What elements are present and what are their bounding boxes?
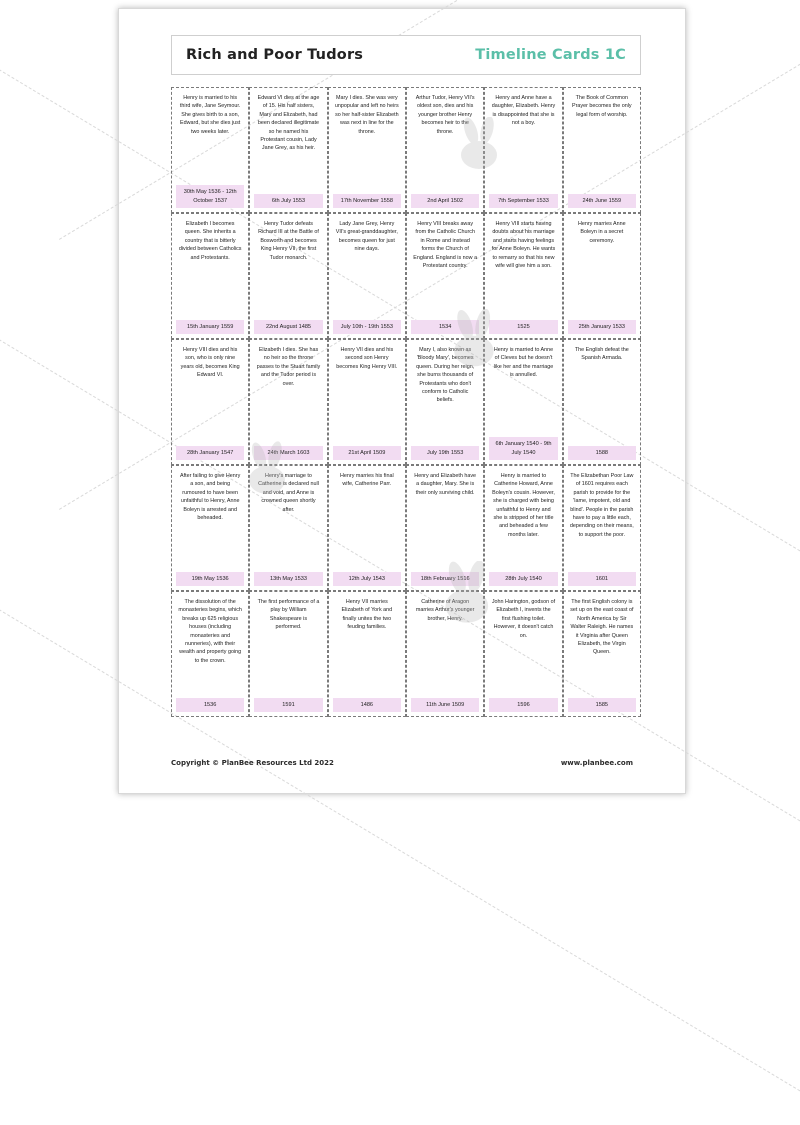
- timeline-card: [249, 213, 327, 339]
- timeline-card: [249, 87, 327, 213]
- timeline-card: [484, 213, 562, 339]
- timeline-card: [406, 339, 484, 465]
- timeline-card-text: Henry VII marries Elizabeth of York and finally unites the two feuding families.: [341, 599, 393, 631]
- timeline-card: [406, 87, 484, 213]
- timeline-card: [563, 591, 641, 717]
- timeline-card-text: Henry VIII dies and his son, who is only nine years old, becomes King Edward VI.: [180, 347, 240, 379]
- timeline-card-text: Henry is married to Catherine Howard, Anne Boleyn's cousin. However, she is charged with being unfaithful to Henry and she is stripped of her title and beheaded a few months later.: [492, 473, 555, 538]
- timeline-card: [484, 591, 562, 717]
- timeline-card-text: The English defeat the Spanish Armada.: [574, 347, 629, 362]
- timeline-card-date: 28th January 1547: [176, 446, 244, 460]
- timeline-card-date: 1591: [254, 698, 322, 712]
- timeline-card-date: 24th June 1559: [568, 194, 636, 208]
- timeline-card-text: John Harington, godson of Elizabeth I, invents the first flushing toilet. However, it doesn't catch on.: [491, 599, 556, 639]
- timeline-card-date: 11th June 1509: [411, 698, 479, 712]
- timeline-card-date: 6th January 1540 - 9th July 1540: [489, 437, 557, 460]
- timeline-card: [406, 465, 484, 591]
- timeline-card-date: 1486: [333, 698, 401, 712]
- timeline-card-date: 21st April 1509: [333, 446, 401, 460]
- timeline-card-date: 24th March 1603: [254, 446, 322, 460]
- timeline-card-date: 6th July 1553: [254, 194, 322, 208]
- timeline-card-date: 1585: [568, 698, 636, 712]
- timeline-card-date: July 10th - 19th 1553: [333, 320, 401, 334]
- timeline-card-date: 15th January 1559: [176, 320, 244, 334]
- timeline-card: [484, 87, 562, 213]
- timeline-card-text: Henry is married to his third wife, Jane Seymour. She gives birth to a son, Edward, but she dies just two weeks later.: [179, 95, 241, 135]
- timeline-card: [171, 87, 249, 213]
- timeline-card: [563, 339, 641, 465]
- timeline-card: [171, 591, 249, 717]
- timeline-card-text: Mary I, also known as 'Bloody Mary', becomes queen. During her reign, she burns thousands of Protestants who don't conform to Catholic beliefs.: [416, 347, 475, 404]
- timeline-card-text: Arthur Tudor, Henry VII's oldest son, dies and his younger brother Henry becomes heir to the throne.: [415, 95, 475, 135]
- timeline-card-date: 1536: [176, 698, 244, 712]
- timeline-card-date: 1588: [568, 446, 636, 460]
- timeline-card-date: 17th November 1558: [333, 194, 401, 208]
- timeline-card-text: Mary I dies. She was very unpopular and left no heirs so her half-sister Elizabeth was next in line for the throne.: [334, 95, 399, 135]
- website-url: www.planbee.com: [560, 759, 633, 767]
- timeline-card-grid: [171, 87, 641, 717]
- timeline-card-text: Henry marries his final wife, Catherine Parr.: [340, 473, 394, 488]
- timeline-card-text: The Elizabethan Poor Law of 1601 requires each parish to provide for the 'lame, impotent, old and blind'. People in the parish have to pay a little each, depending on their means, to support the poor.: [569, 473, 634, 538]
- timeline-card-date: 25th January 1533: [568, 320, 636, 334]
- timeline-card: [328, 465, 406, 591]
- worksheet-header: [171, 35, 641, 75]
- timeline-card: [249, 339, 327, 465]
- timeline-card-text: Henry and Elizabeth have a daughter, Mary. She is their only surviving child.: [414, 473, 477, 496]
- timeline-card-text: Catherine of Aragon marries Arthur's younger brother, Henry.: [415, 599, 475, 622]
- timeline-card-text: After failing to give Henry a son, and being rumoured to have been unfaithful to Henry, Anne Boleyn is arrested and beheaded.: [180, 473, 241, 521]
- timeline-card-date: 1596: [489, 698, 557, 712]
- timeline-card: [171, 465, 249, 591]
- timeline-card: [249, 591, 327, 717]
- timeline-card-date: 2nd April 1502: [411, 194, 479, 208]
- timeline-card-date: 7th September 1533: [489, 194, 557, 208]
- timeline-card: [563, 465, 641, 591]
- timeline-card: [171, 339, 249, 465]
- timeline-card-text: The dissolution of the monasteries begins, which breaks up 625 religious houses (including monasteries and nunneries), with their wealth and property going to the crown.: [178, 599, 242, 664]
- timeline-card-text: The first performance of a play by William Shakespeare is performed.: [257, 599, 320, 631]
- timeline-card: [328, 591, 406, 717]
- timeline-card-date: 19th May 1536: [176, 572, 244, 586]
- timeline-card-text: Edward VI dies at the age of 15. His half sisters, Mary and Elizabeth, had been declared illegitimate so he named his Protestant cousin, Lady Jane Grey, as his heir.: [257, 95, 320, 152]
- timeline-card-text: Henry and Anne have a daughter, Elizabeth. Henry is disappointed that she is not a boy.: [491, 95, 556, 127]
- worksheet-footer: [171, 759, 633, 767]
- timeline-card-text: Lady Jane Grey, Henry VII's great-granddaughter, becomes queen for just nine days.: [335, 221, 398, 253]
- timeline-card-text: Henry VIII breaks away from the Catholic Church in Rome and instead forms the Church of England. England is now a Protestant country.: [413, 221, 478, 269]
- timeline-card-date: 12th July 1543: [333, 572, 401, 586]
- timeline-card-date: 1534: [411, 320, 479, 334]
- timeline-card-text: Elizabeth I becomes queen. She inherits a country that is bitterly divided between Catholics and Protestants.: [178, 221, 242, 261]
- timeline-card-text: Henry is married to Anne of Cleves but he doesn't like her and the marriage is annulled.: [493, 347, 554, 379]
- timeline-card-date: 28th July 1540: [489, 572, 557, 586]
- timeline-card-date: 30th May 1536 - 12th October 1537: [176, 185, 244, 208]
- timeline-card-date: 18th February 1516: [411, 572, 479, 586]
- timeline-card-text: The first English colony is set up on the east coast of North America by Sir Walter Raleigh. He names it Virginia after Queen Elizabeth, the Virgin Queen.: [570, 599, 634, 656]
- timeline-card: [484, 465, 562, 591]
- timeline-card-text: Henry Tudor defeats Richard III at the Battle of Bosworth and becomes King Henry VII, the first Tudor monarch.: [258, 221, 319, 261]
- copyright-text: Copyright © PlanBee Resources Ltd 2022: [171, 759, 334, 767]
- timeline-card: [406, 213, 484, 339]
- timeline-card-date: 13th May 1533: [254, 572, 322, 586]
- timeline-card: [563, 213, 641, 339]
- timeline-card-text: Henry's marriage to Catherine is declared null and void, and Anne is crowned queen shortly after.: [258, 473, 319, 513]
- page-subtitle: Timeline Cards 1C: [475, 47, 626, 63]
- timeline-card-date: 1601: [568, 572, 636, 586]
- timeline-card: [328, 339, 406, 465]
- timeline-card-date: July 19th 1553: [411, 446, 479, 460]
- timeline-card: [484, 339, 562, 465]
- timeline-card: [406, 591, 484, 717]
- page-title: Rich and Poor Tudors: [186, 47, 364, 63]
- timeline-card-text: Elizabeth I dies. She has no heir so the throne passes to the Stuart family and the Tudor period is over.: [256, 347, 321, 387]
- timeline-card-date: 22nd August 1485: [254, 320, 322, 334]
- timeline-card-text: Henry marries Anne Boleyn in a secret ceremony.: [578, 221, 626, 244]
- timeline-card-text: Henry VII dies and his second son Henry becomes King Henry VIII.: [336, 347, 398, 370]
- timeline-card-text: The Book of Common Prayer becomes the only legal form of worship.: [572, 95, 632, 118]
- timeline-card-text: Henry VIII starts having doubts about his marriage and starts having feelings for Anne Boleyn. He wants to remarry so that his new wife will give him a son.: [491, 221, 556, 269]
- worksheet-page: [118, 8, 686, 794]
- timeline-card: [328, 213, 406, 339]
- timeline-card: [249, 465, 327, 591]
- timeline-card: [328, 87, 406, 213]
- timeline-card: [171, 213, 249, 339]
- timeline-card: [563, 87, 641, 213]
- timeline-card-date: 1525: [489, 320, 557, 334]
